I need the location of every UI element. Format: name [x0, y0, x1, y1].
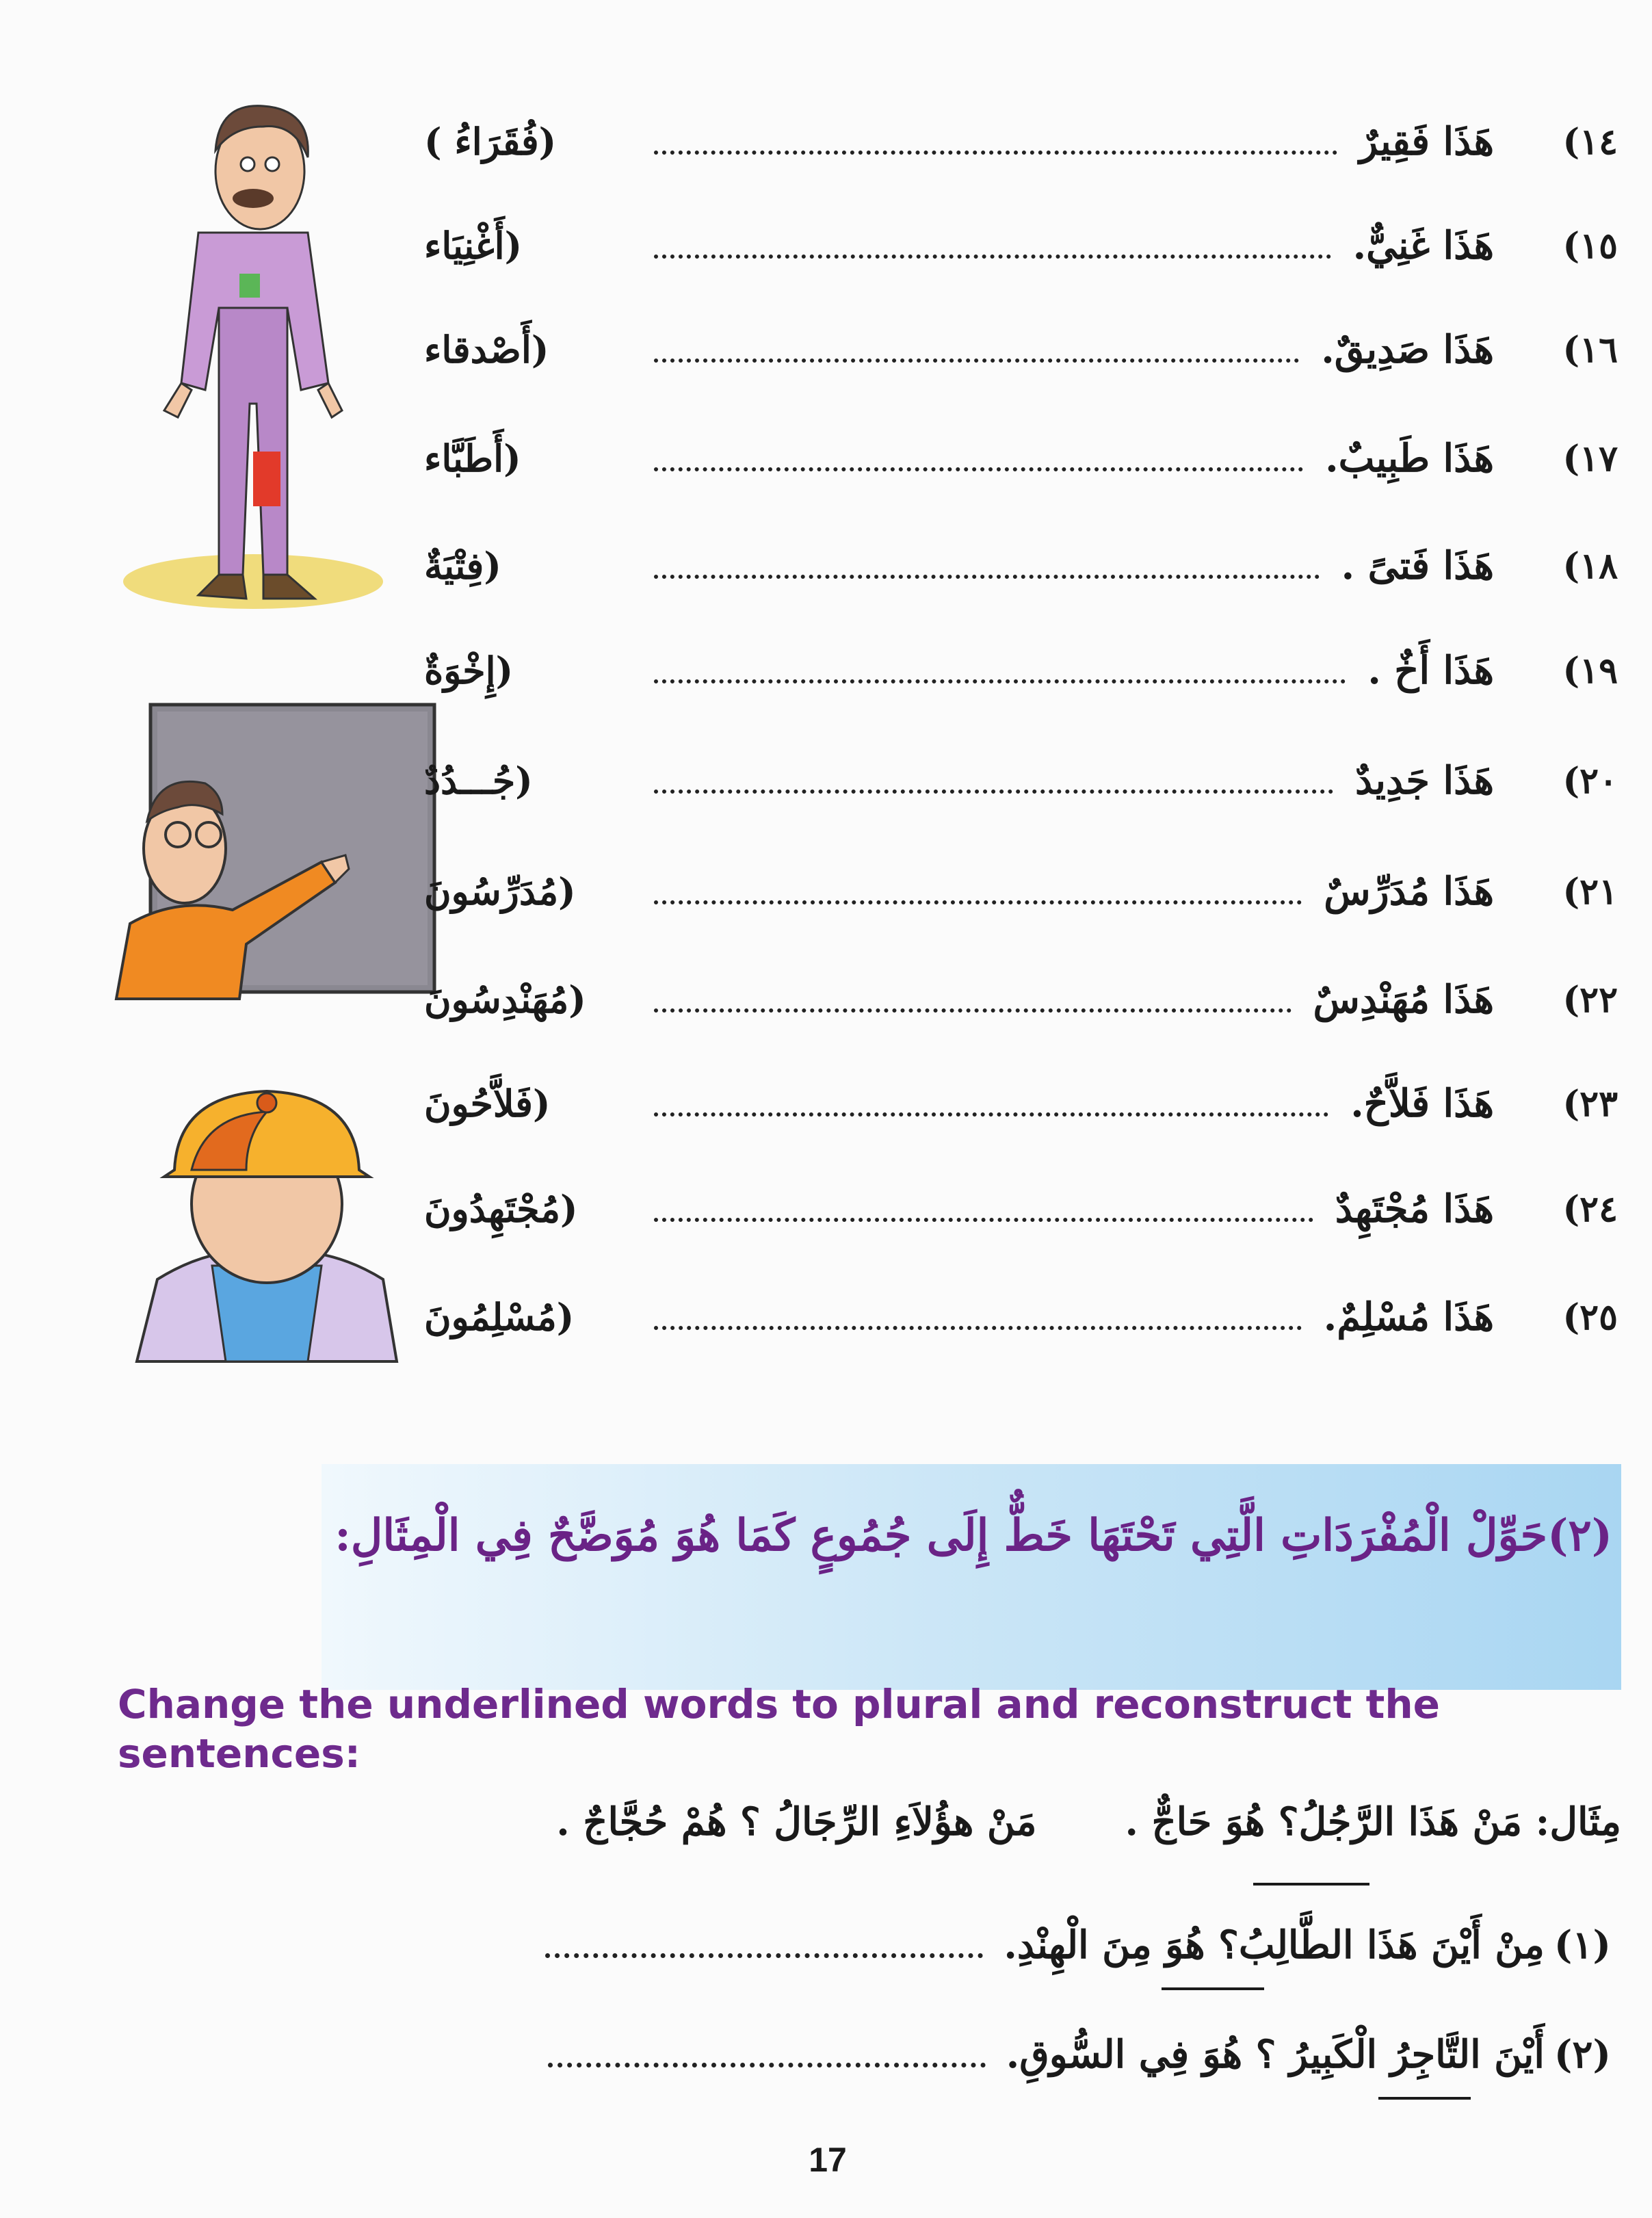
section-2-instruction-english: Change the underlined words to plural and reconstruct the sentences:	[118, 1681, 1440, 1777]
row-number: (٢٠	[1562, 759, 1618, 802]
exercise-row	[424, 962, 1618, 1037]
answer-blank[interactable]	[654, 790, 1333, 794]
answer-blank[interactable]	[654, 1218, 1313, 1222]
question-row	[243, 1922, 1611, 1968]
question-underline	[1162, 1987, 1264, 1990]
teacher-at-board-illustration	[103, 698, 445, 1019]
answer-blank[interactable]	[654, 358, 1299, 363]
row-plural-hint: (جُـــدُدٌ	[424, 759, 533, 803]
row-sentence: هَذَا مُجْتَهِدٌ	[1335, 1186, 1494, 1231]
answer-blank[interactable]	[545, 1953, 983, 1958]
exercise-row	[424, 1066, 1618, 1141]
answer-blank[interactable]	[654, 151, 1337, 155]
section-2-title-arabic: (٢)حَوِّلْ الْمُفْرَدَاتِ الَّتِي تَحْتَهَا خَطٌّ إِلَى جُمُوعٍ كَمَا هُوَ مُوَضَّحٌ فِي الْمِثَالِ:	[335, 1510, 1612, 1561]
row-plural-hint: (فُقَرَاءُ )	[424, 120, 557, 164]
question-number: (١)	[1553, 1922, 1611, 1968]
row-sentence: هَذَا طَبِيبٌ.	[1325, 436, 1494, 481]
exercise-row	[424, 104, 1618, 179]
exercise-row	[424, 528, 1618, 603]
exercise-row	[424, 854, 1618, 929]
answer-blank[interactable]	[654, 1008, 1292, 1013]
engineer-hardhat-illustration	[130, 1074, 417, 1368]
row-number: (٢٥	[1562, 1296, 1618, 1338]
row-number: (١٦	[1562, 328, 1618, 371]
row-number: (٢٣	[1562, 1082, 1618, 1125]
row-sentence: هَذَا مُهَنْدِسٌ	[1313, 977, 1494, 1022]
answer-blank[interactable]	[654, 255, 1331, 259]
exercise-row	[424, 312, 1618, 387]
row-sentence: هَذَا جَدِيدٌ	[1355, 758, 1494, 803]
example-sentence	[253, 1799, 1621, 1844]
row-sentence: هَذَا مُدَرِّسٌ	[1324, 869, 1494, 914]
row-plural-hint: (مُدَرِّسُونَ	[424, 870, 576, 913]
row-number: (١٤	[1562, 120, 1618, 163]
example-question: مَنْ هَذَا الرَّجُلُ؟ هُوَ حَاجٌّ .	[1125, 1799, 1523, 1844]
row-plural-hint: (فِتْيَةٌ	[424, 544, 501, 588]
row-sentence: هَذَا غَنِيٌّ.	[1352, 223, 1494, 268]
answer-blank[interactable]	[548, 2063, 986, 2067]
row-plural-hint: (أَغْنِيَاء	[424, 224, 523, 268]
answer-blank[interactable]	[654, 1112, 1328, 1117]
row-plural-hint: (إِخْوَةٌ	[424, 649, 514, 692]
question-number: (٢)	[1553, 2032, 1611, 2077]
poor-man-illustration	[116, 96, 404, 629]
answer-blank[interactable]	[654, 1326, 1302, 1330]
row-plural-hint: (أَطَبَّاء	[424, 436, 521, 480]
answer-blank[interactable]	[654, 467, 1303, 471]
row-sentence: هَذَا صَدِيقٌ.	[1321, 327, 1494, 372]
row-plural-hint: (أَصْدقاء	[424, 328, 549, 371]
answer-blank[interactable]	[654, 575, 1320, 579]
row-plural-hint: (مُهَنْدِسُونَ	[424, 978, 586, 1021]
example-answer: مَنْ هؤُلاَءِ الرِّجَالُ ؟ هُمْ حُجَّاجٌ .	[556, 1799, 1037, 1844]
question-text: أَيْنَ التَّاجِرُ الْكَبِيرُ ؟ هُوَ فِي السُّوقِ.	[1006, 2032, 1545, 2077]
row-sentence: هَذَا فَقِيرٌ	[1359, 119, 1494, 164]
row-sentence: هَذَا فَلاَّحٌ.	[1350, 1081, 1494, 1126]
row-sentence: هَذَا فَتىً .	[1341, 543, 1494, 588]
row-number: (٢١	[1562, 870, 1618, 913]
exercise-row	[424, 1171, 1618, 1247]
row-number: (٢٤	[1562, 1188, 1618, 1230]
page-number: 17	[809, 2141, 847, 2179]
row-number: (١٧	[1562, 437, 1618, 480]
row-plural-hint: (فَلاَّحُونَ	[424, 1082, 551, 1125]
example-label: مِثَال:	[1535, 1799, 1621, 1844]
answer-blank[interactable]	[654, 900, 1302, 904]
row-sentence: هَذَا مُسْلِمٌ.	[1323, 1294, 1494, 1340]
row-number: (١٨	[1562, 545, 1618, 587]
question-text: مِنْ أَيْنَ هَذَا الطَّالِبُ؟ هُوَ مِنَ الْهِنْدِ.	[1004, 1922, 1545, 1968]
exercise-row	[424, 1279, 1618, 1355]
exercise-row	[424, 743, 1618, 818]
example-underline	[1253, 1883, 1369, 1886]
row-number: (١٥	[1562, 224, 1618, 267]
exercise-row	[424, 633, 1618, 708]
question-underline	[1378, 2097, 1471, 2100]
exercise-row	[424, 421, 1618, 496]
question-row	[243, 2032, 1611, 2077]
row-number: (١٩	[1562, 649, 1618, 692]
row-plural-hint: (مُجْتَهِدُونَ	[424, 1187, 578, 1231]
exercise-row	[424, 208, 1618, 283]
answer-blank[interactable]	[654, 679, 1346, 683]
row-plural-hint: (مُسْلِمُونَ	[424, 1295, 575, 1339]
row-sentence: هَذَا أَخٌ .	[1367, 648, 1494, 693]
row-number: (٢٢	[1562, 978, 1618, 1021]
